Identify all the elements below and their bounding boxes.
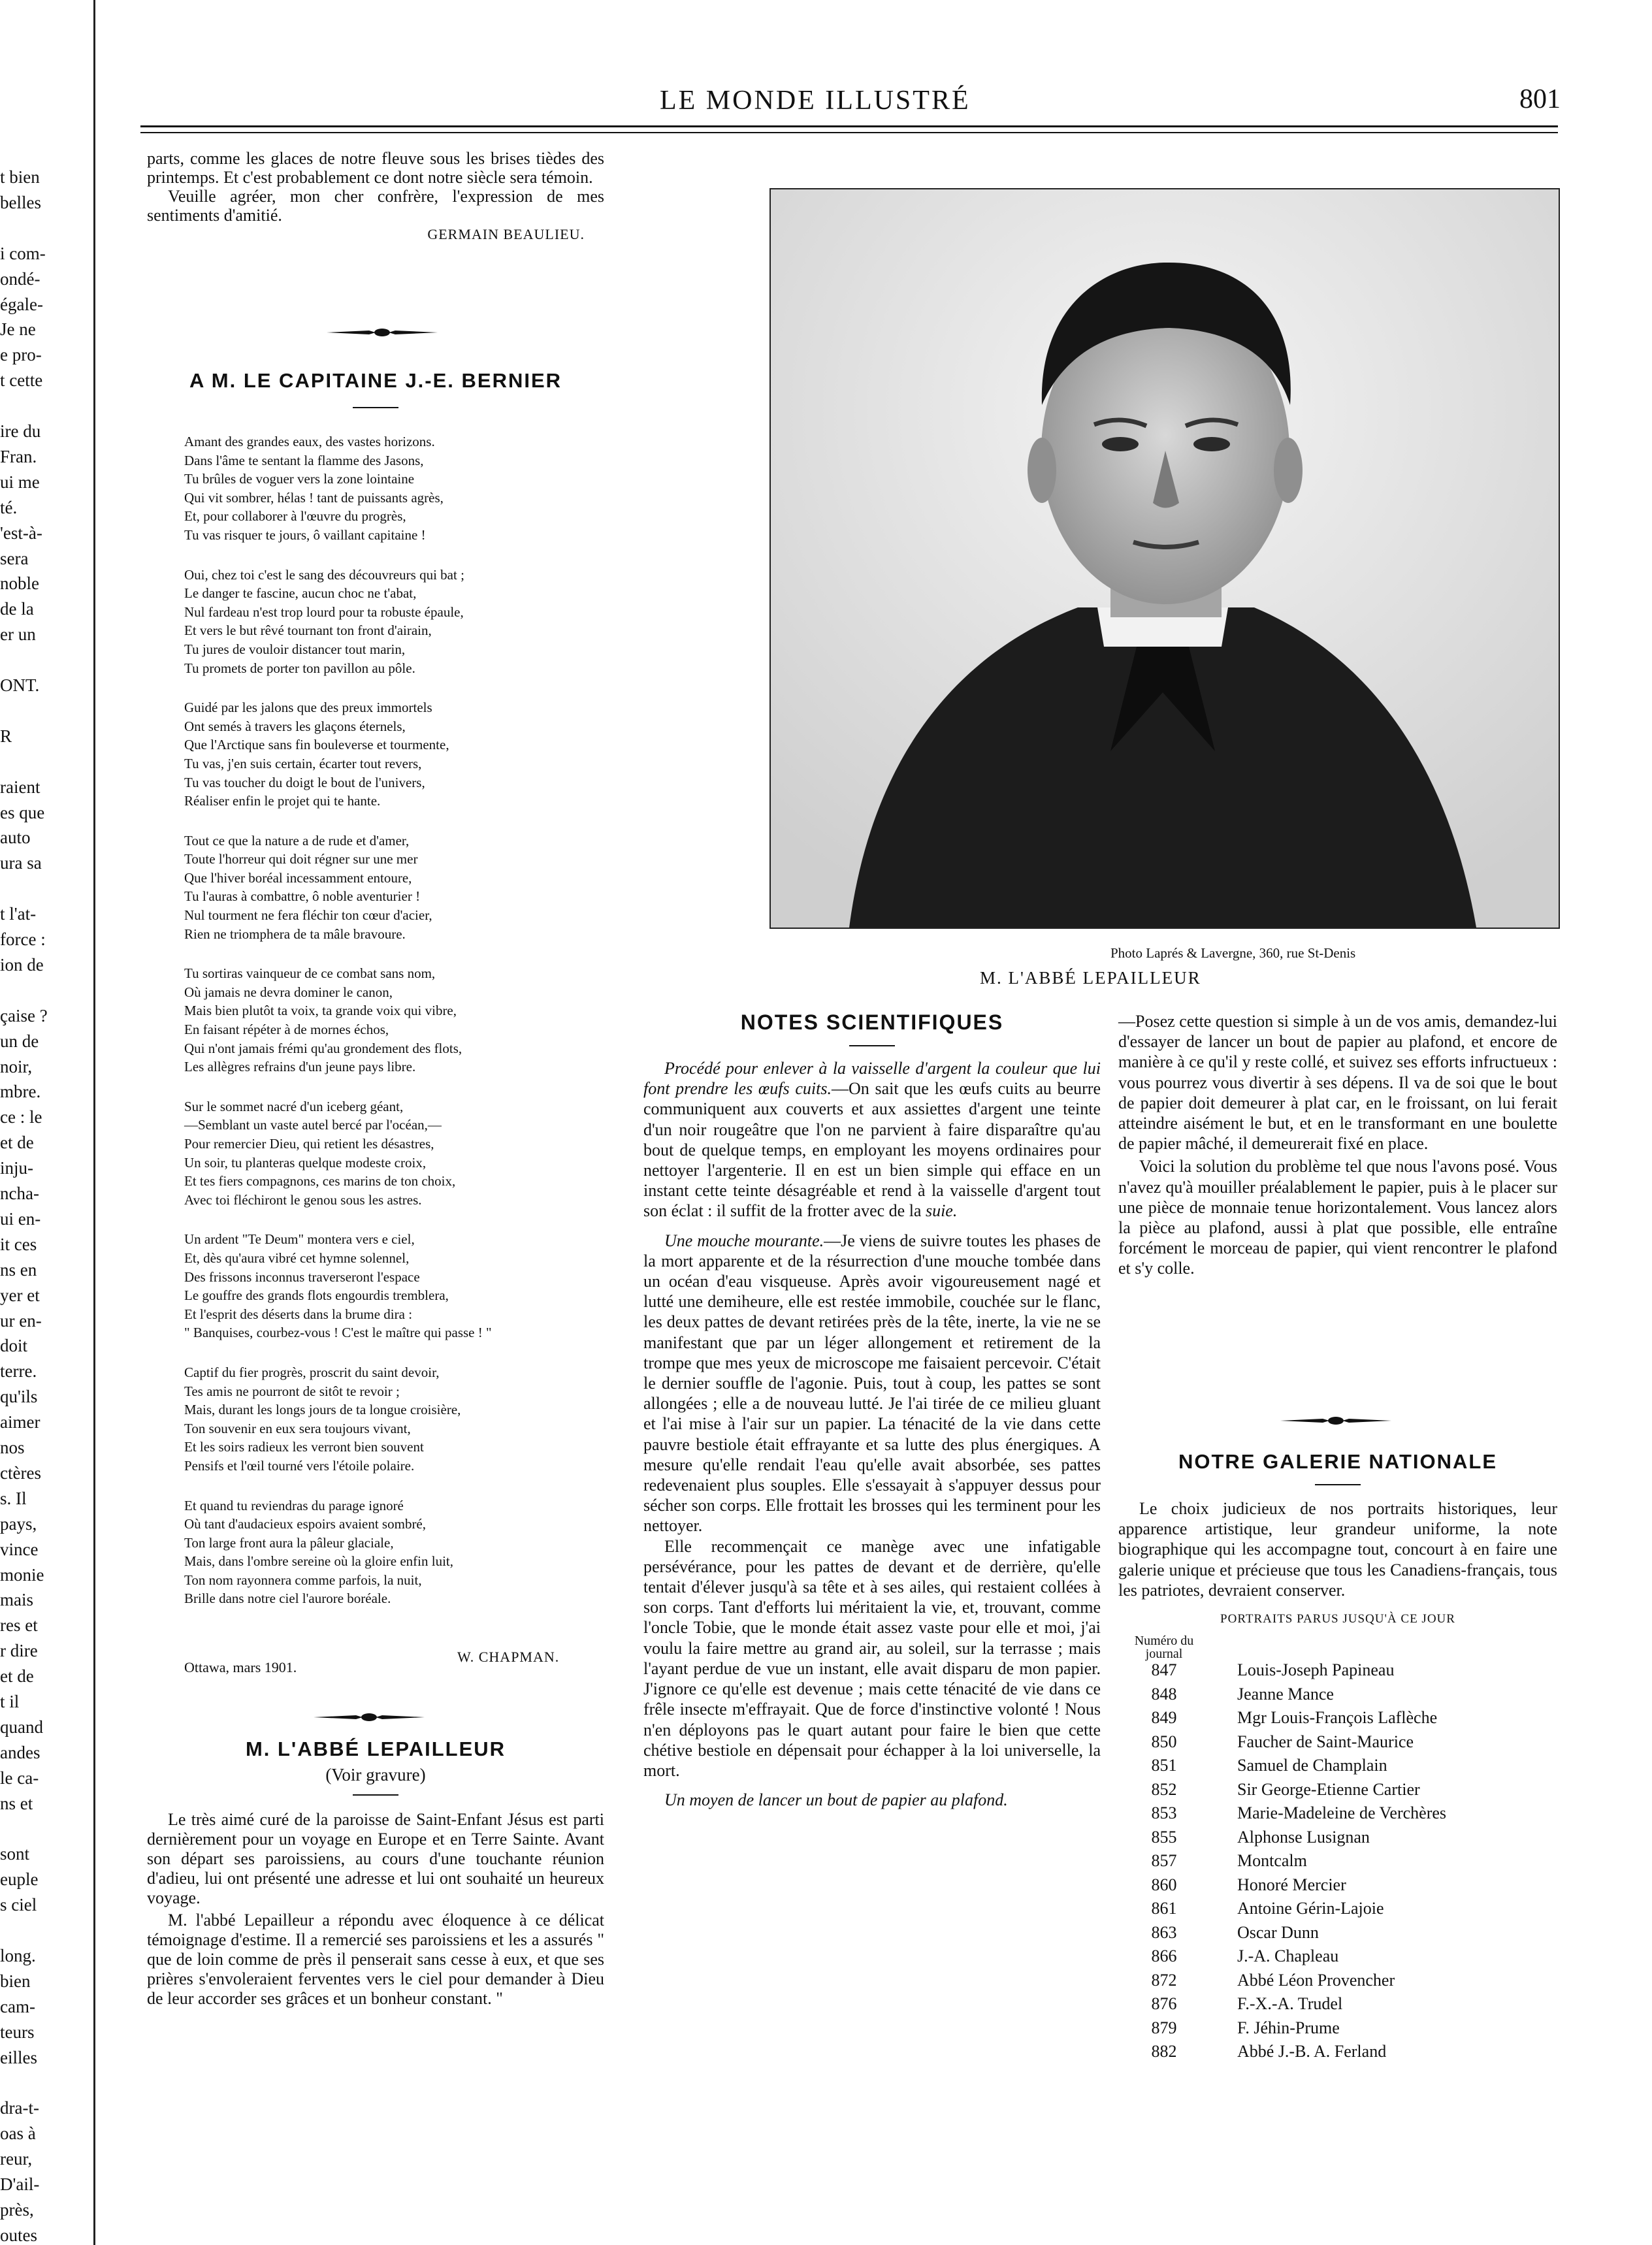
margin-fragment: monie — [0, 1564, 44, 1585]
intro-letter — [147, 149, 604, 243]
galerie-number: 882 — [1151, 2042, 1177, 2061]
margin-fragment: t il — [0, 1692, 20, 1711]
galerie-row — [1118, 1899, 1446, 1923]
poem-line: Pensifs et l'œil tourné vers l'étoile polaire. — [184, 1457, 415, 1474]
notes-p5: Voici la solution du problème tel que nous l'avons posé. Vous n'avez qu'à mouiller préalablement le papier, puis à le placer sur une pièce de monnaie tenue horizontalement. Vous lancez alors la pièce au plafond, aussi à plat que possible, elle entraîne forcément le morceau de papier, qui vient rencontrer le plafond et s'y colle. — [1118, 1157, 1557, 1278]
poem-line: Et l'esprit des déserts dans la brume dira : — [184, 1306, 413, 1322]
poem-line: Et quand tu reviendras du parage ignoré — [184, 1497, 404, 1513]
margin-fragment: R — [0, 726, 12, 746]
margin-fragment: cam- — [0, 1996, 35, 2016]
galerie-name: F. Jéhin-Prume — [1237, 2018, 1340, 2037]
galerie-number: 872 — [1151, 1970, 1177, 1990]
margin-fragment: 'est-à- — [0, 523, 42, 543]
galerie-list-heading: PORTRAITS PARUS JUSQU'À CE JOUR — [1220, 1612, 1455, 1626]
margin-fragment: eilles — [0, 2047, 37, 2067]
margin-fragment: ui me — [0, 472, 40, 492]
poem-line: Nul tourment ne fera fléchir ton cœur d'acier, — [184, 907, 432, 924]
galerie-row — [1118, 1946, 1446, 1971]
galerie-number: 853 — [1151, 1803, 1177, 1823]
margin-fragment: et de — [0, 1133, 34, 1153]
margin-fragment: ns en — [0, 1259, 37, 1280]
poem-line: Brille dans notre ciel l'aurore boréale. — [184, 1591, 391, 1607]
galerie-name: F.-X.-A. Trudel — [1237, 1994, 1343, 2014]
margin-fragment: doit — [0, 1336, 28, 1356]
galerie-row — [1118, 1923, 1446, 1947]
margin-fragment: égale- — [0, 294, 43, 314]
margin-fragment: bien — [0, 1971, 31, 1991]
margin-fragment: D'ail- — [0, 2174, 40, 2195]
galerie-title: NOTRE GALERIE NATIONALE — [1178, 1450, 1498, 1473]
poem-line: —Semblant un vaste autel bercé par l'océan,— — [184, 1117, 442, 1133]
margin-fragment: inju- — [0, 1158, 33, 1178]
galerie-section — [1118, 1450, 1557, 2066]
lepailleur-p2: M. l'abbé Lepailleur a répondu avec éloquence à ce délicat témoignage d'estime. Il a remercié ses paroissiens et les a assurés " que de loin comme de près il penserait sans cesse à eux, et que ses prières s'envoleraient ferventes vers le ciel pour demander à Dieu de leur accorder ses grâces et un bonheur constant. " — [147, 1911, 604, 2008]
lepailleur-article — [147, 1737, 604, 2009]
photo-credit: Photo Laprés & Lavergne, 360, rue St-Denis — [1110, 945, 1356, 961]
margin-fragment: sera — [0, 548, 29, 568]
lepailleur-subtitle: (Voir gravure) — [325, 1765, 426, 1785]
margin-fragment: sont — [0, 1844, 30, 1864]
margin-fragment: quand — [0, 1717, 43, 1737]
margin-fragment: auto — [0, 828, 31, 848]
title-bar — [353, 407, 398, 408]
poem-line: Captif du fier progrès, proscrit du saint devoir, — [184, 1364, 440, 1380]
galerie-name: Louis-Joseph Papineau — [1237, 1660, 1395, 1680]
margin-fragment: ns et — [0, 1793, 33, 1813]
poem-title: A M. LE CAPITAINE J.-E. BERNIER — [189, 369, 562, 392]
margin-fragment: Je ne — [0, 319, 36, 340]
margin-fragment: terre. — [0, 1361, 37, 1381]
poem-line: Tes amis ne pourront de sitôt te revoir ; — [184, 1383, 400, 1399]
margin-fragment: t cette — [0, 370, 43, 391]
galerie-name: Samuel de Champlain — [1237, 1756, 1387, 1775]
poem-line: Que l'hiver boréal incessamment entoure, — [184, 869, 412, 886]
poem-line: Que l'Arctique sans fin bouleverse et tourmente, — [184, 737, 449, 753]
margin-fragment: e pro- — [0, 345, 42, 365]
galerie-row — [1118, 1971, 1446, 1995]
galerie-number: 876 — [1151, 1994, 1177, 2014]
margin-fragment: i com- — [0, 243, 46, 263]
margin-fragment: près, — [0, 2200, 34, 2220]
galerie-name: Sir George-Etienne Cartier — [1237, 1779, 1420, 1799]
margin-fragment: pays, — [0, 1513, 37, 1534]
galerie-number: 866 — [1151, 1946, 1177, 1966]
poem-line: Tout ce que la nature a de rude et d'amer, — [184, 832, 410, 848]
galerie-name: Antoine Gérin-Lajoie — [1237, 1899, 1384, 1918]
letter-signature: GERMAIN BEAULIEU. — [427, 226, 585, 242]
poem-line: Oui, chez toi c'est le sang des découvreurs qui bat ; — [184, 566, 464, 583]
poem-line: Guidé par les jalons que des preux immortels — [184, 700, 432, 716]
margin-fragment: outes — [0, 2225, 37, 2245]
portrait-photo — [769, 188, 1560, 929]
galerie-number: 850 — [1151, 1732, 1177, 1751]
poem-stanza — [184, 698, 609, 811]
poem-line: Qui n'ont jamais frémi qu'au grondement des flots, — [184, 1040, 462, 1056]
margin-fragment: le ca- — [0, 1768, 39, 1788]
margin-fragment: vince — [0, 1539, 39, 1559]
letter-text: parts, comme les glaces de notre fleuve sous les brises tièdes des printemps. Et c'est probablement ce dont notre siècle sera témoin. — [147, 149, 604, 187]
poem-line: Et, dès qu'aura vibré cet hymne solennel, — [184, 1250, 410, 1266]
margin-fragment: de la — [0, 599, 34, 619]
notes-p3: Elle recommençait ce manège avec une infatigable persévérance, pour les pattes de devant et de derrière, qu'elle tentait d'élever jusqu'à sa tête et à ses ailes, qui restaient collées à son corps. Tant d'efforts lui méritaient la vie, et, trouvant, comme l'oncle Tobie, que le monde était assez vaste pour elle et moi, j'ai voulu la faire mettre au grand air, au soleil, sur la terrasse ; mais l'ayant perdue de vue un instant, elle avait disparu de mon papier. J'ignore ce qu'elle est devenue ; mais cette ténacité de vie dans ce frêle insecte m'effrayait. Que de force d'instinctive volonté ! Nous n'en déployons pas le quart autant pour faire le bien que cette chétive bestiole en dépensait pour échapper à la loi universelle, la mort. — [643, 1536, 1101, 1780]
galerie-bar — [1315, 1484, 1361, 1485]
poem-line: Un soir, tu planteras quelque modeste croix, — [184, 1154, 427, 1171]
galerie-number: 855 — [1151, 1827, 1177, 1847]
galerie-table — [1118, 1660, 1446, 2066]
margin-fragment: mais — [0, 1590, 33, 1610]
galerie-row — [1118, 1660, 1446, 1685]
poem-line: Un ardent "Te Deum" montera vers e ciel, — [184, 1231, 415, 1248]
poem-line: Ton nom rayonnera comme parfois, la nuit, — [184, 1572, 422, 1588]
margin-fragment: un de — [0, 1031, 39, 1051]
margin-fragment: oas à — [0, 2124, 36, 2144]
galerie-number: 848 — [1151, 1684, 1177, 1704]
lepailleur-p1: Le très aimé curé de la paroisse de Saint-Enfant Jésus est parti dernièrement pour un voyage en Europe et en Terre Sainte. Avant son départ ses paroissiens, au cours d'une touchante réunion d'adieu, lui ont présenté une adresse et lui ont souhaité un heureux voyage. — [147, 1810, 604, 1907]
margin-fragment: es que — [0, 802, 45, 822]
galerie-number: 849 — [1151, 1708, 1177, 1728]
margin-fragment: it ces — [0, 1234, 37, 1254]
galerie-name: Honoré Mercier — [1237, 1875, 1346, 1894]
poem-stanza — [184, 1363, 609, 1476]
margin-fragment: euple — [0, 1869, 39, 1890]
galerie-row — [1118, 1875, 1446, 1899]
poem-line: Tu brûles de voguer vers la zone lointaine — [184, 471, 415, 487]
galerie-col-header: Numéro du journal — [1134, 1634, 1194, 1662]
ornament-divider-2 — [314, 1711, 425, 1726]
letter-closing: Veuille agréer, mon cher confrère, l'expression de mes sentiments d'amitié. — [147, 187, 604, 225]
notes-continued — [1118, 1011, 1557, 1279]
margin-fragment: ondé- — [0, 268, 40, 289]
poem-stanza — [184, 964, 609, 1076]
poem-line: Mais bien plutôt ta voix, ta grande voix qui vibre, — [184, 1003, 457, 1019]
galerie-number: 852 — [1151, 1779, 1177, 1799]
notes-title: NOTES SCIENTIFIQUES — [740, 1010, 1004, 1034]
poem-line: Sur le sommet nacré d'un iceberg géant, — [184, 1098, 404, 1114]
header-rule-thin — [140, 132, 1558, 133]
margin-fragment: nos — [0, 1438, 25, 1457]
galerie-name: Oscar Dunn — [1237, 1922, 1319, 1942]
ornament-divider — [327, 327, 438, 342]
margin-fragment: teurs — [0, 2022, 35, 2042]
poem-line: Les allègres refrains d'un jeune pays libre. — [184, 1059, 416, 1075]
galerie-row — [1118, 1756, 1446, 1780]
galerie-name: Alphonse Lusignan — [1237, 1827, 1370, 1847]
margin-fragment: ce : le — [0, 1107, 42, 1127]
galerie-number: 863 — [1151, 1922, 1177, 1942]
margin-fragment: ui en- — [0, 1208, 41, 1229]
margin-fragment: yer et — [0, 1285, 40, 1305]
poem-stanza — [184, 1496, 609, 1609]
margin-fragment: mbre. — [0, 1082, 41, 1102]
galerie-row — [1118, 1851, 1446, 1875]
poem-line: Mais, durant les longs jours de ta longue croisière, — [184, 1402, 461, 1418]
notes-bar — [849, 1045, 895, 1046]
poem-line: Et tes fiers compagnons, ces marins de ton choix, — [184, 1173, 456, 1189]
margin-fragment: t l'at- — [0, 904, 37, 924]
poem-line: Et les soirs radieux les verront bien souvent — [184, 1439, 424, 1455]
galerie-row — [1118, 2042, 1446, 2066]
margin-fragment: noble — [0, 573, 39, 594]
poem-line: Mais, dans l'ombre sereine où la gloire enfin luit, — [184, 1553, 454, 1570]
galerie-name: Marie-Madeleine de Verchères — [1237, 1803, 1447, 1823]
poem-line: Tu jures de vouloir distancer tout marin, — [184, 641, 406, 657]
galerie-intro: Le choix judicieux de nos portraits historiques, leur apparence artistique, leur grandeur uniforme, la note biographique qui les accompagne tout, concourt à en faire une galerie unique et précieuse que tous les Canadiens-français, tous les patriotes, devraient conserver. — [1118, 1499, 1557, 1600]
margin-fragment: qu'ils — [0, 1387, 38, 1407]
margin-fragment: dra-t- — [0, 2098, 39, 2118]
poem-line: Qui vit sombrer, hélas ! tant de puissants agrès, — [184, 489, 444, 506]
galerie-name: Faucher de Saint-Maurice — [1237, 1732, 1414, 1751]
galerie-name: Jeanne Mance — [1237, 1684, 1334, 1704]
galerie-row — [1118, 1732, 1446, 1756]
galerie-name: Montcalm — [1237, 1851, 1307, 1871]
margin-fragment: ctères — [0, 1462, 41, 1483]
poem-line: Le gouffre des grands flots engourdis tremblera, — [184, 1287, 449, 1304]
poem-section — [147, 369, 604, 408]
margin-fragment: çaise ? — [0, 1005, 48, 1026]
notes-p4-heading: Un moyen de lancer un bout de papier au plafond. — [664, 1790, 1008, 1810]
galerie-number: 861 — [1151, 1899, 1177, 1918]
poem-stanza — [184, 1097, 609, 1210]
poem-line: Toute l'horreur qui doit régner sur une mer — [184, 851, 418, 867]
facing-page-edge — [0, 0, 78, 2245]
margin-fragment: andes — [0, 1742, 40, 1762]
galerie-name: J.-A. Chapleau — [1237, 1946, 1339, 1966]
poem-line: Réaliser enfin le projet qui te hante. — [184, 793, 381, 809]
margin-fragment: té. — [0, 497, 18, 517]
poem-line: Dans l'âme te sentant la flamme des Jasons, — [184, 452, 424, 468]
page-number: 801 — [1519, 84, 1561, 114]
poem-stanza — [184, 1230, 609, 1342]
poem-line: Ont semés à travers les glaçons éternels, — [184, 718, 406, 734]
poem-line: Avec toi fléchiront le genou sous les astres. — [184, 1191, 422, 1208]
galerie-number: 879 — [1151, 2018, 1177, 2037]
margin-fragment: t bien — [0, 167, 40, 187]
galerie-row — [1118, 1828, 1446, 1852]
poem-line: En faisant répéter à de mornes échos, — [184, 1022, 389, 1038]
galerie-row — [1118, 1994, 1446, 2018]
poem-line: " Banquises, courbez-vous ! C'est le maître qui passe ! " — [184, 1325, 492, 1341]
poem-stanza — [184, 832, 609, 944]
galerie-row — [1118, 1780, 1446, 1804]
margin-fragment: er un — [0, 624, 36, 645]
margin-fragment: s. Il — [0, 1488, 27, 1508]
notes-p2: Une mouche mourante.—Je viens de suivre toutes les phases de la mort apparente et de la résurrection d'une mouche tombée dans un océan d'eau visqueuse. Après avoir vigoureusement nagé et lutté une demiheure, elle est restée immobile, couchée sur le flanc, les deux pattes de devant retirées près de la tête, inerte, la vie ne se manifestant que par un léger allongement et retirement de la trompe que mes yeux de microscope me faisaient percevoir. C'était le dernier souffle de l'agonie. Puis, tout à coup, les pattes se sont allongées ; elle a de nouveau lutté. Je l'ai tirée de ce milieu gluant et l'ai mise à l'air sur un papier. La ténacité de la vie dans cette pauvre bestiole était effrayante et sa lutte des plus énergiques. A mesure qu'elle rendait l'eau qu'elle avait absorbée, ses pattes redevenaient plus souples. Elle s'essayait à s'appuyer dessus pour sécher son corps. Elle frottait les brosses qui les terminent pour les nettoyer. — [643, 1231, 1101, 1536]
galerie-number: 851 — [1151, 1756, 1177, 1775]
poem-body — [184, 432, 609, 1608]
galerie-number: 857 — [1151, 1851, 1177, 1871]
galerie-number: 847 — [1151, 1660, 1177, 1680]
poem-line: Tu vas toucher du doigt le bout de l'univers, — [184, 774, 425, 790]
poem-line: Tu l'auras à combattre, ô noble aventurier ! — [184, 888, 421, 905]
margin-fragment: reur, — [0, 2149, 33, 2169]
running-head: LE MONDE ILLUSTRÉ — [660, 86, 971, 116]
galerie-row — [1118, 1708, 1446, 1732]
poem-line: Amant des grandes eaux, des vastes horizons. — [184, 434, 435, 449]
margin-fragment: r dire — [0, 1641, 38, 1661]
margin-fragment: ura sa — [0, 853, 42, 873]
margin-fragment: raient — [0, 777, 40, 797]
galerie-row — [1118, 1803, 1446, 1828]
ornament-divider-3 — [1280, 1415, 1391, 1430]
poem-line: Et vers le but rêvé tournant ton front d'airain, — [184, 622, 432, 639]
poem-line: Tu vas risquer te jours, ô vaillant capitaine ! — [184, 526, 426, 543]
photo-caption: M. L'ABBÉ LEPAILLEUR — [980, 968, 1201, 988]
poem-stanza — [184, 432, 609, 545]
margin-fragment: et de — [0, 1666, 34, 1687]
header-rule — [140, 125, 1558, 127]
poem-line: Le danger te fascine, aucun choc ne t'abat, — [184, 585, 417, 602]
margin-fragment: Fran. — [0, 446, 37, 466]
poem-line: Ton large front aura la pâleur glaciale, — [184, 1534, 394, 1551]
poem-line: Tu vas, j'en suis certain, écarter tout revers, — [184, 755, 422, 771]
gutter-line — [93, 0, 95, 2245]
galerie-row — [1118, 1685, 1446, 1709]
poem-line: Nul fardeau n'est trop lourd pour ta robuste épaule, — [184, 604, 464, 620]
poem-line: Tu promets de porter ton pavillon au pôle. — [184, 660, 415, 676]
notes-section — [643, 1010, 1101, 1810]
margin-fragment: res et — [0, 1615, 38, 1636]
poem-line: Tu sortiras vainqueur de ce combat sans nom, — [184, 965, 436, 982]
poem-line: Ton souvenir en eux sera toujours vivant, — [184, 1420, 411, 1436]
margin-fragment: noir, — [0, 1056, 33, 1076]
notes-p1: Procédé pour enlever à la vaisselle d'argent la couleur que lui font prendre les œufs cuits.—On sait que les œufs cuits au beurre communiquent aux couverts et aux assiettes d'argent une teinte d'un noir rougeâtre que l'on ne parvient à faire disparaître qu'au bout de quelque temps, en employant les moyens ordinaires pour nettoyer l'argenterie. Il en est un bien simple qui efface en un instant cette teinte désagréable et rend à la vaisselle d'argent tout son éclat : il suffit de la frotter avec de la suie. — [643, 1059, 1101, 1221]
poem-line: Pour remercier Dieu, qui retient les désastres, — [184, 1136, 434, 1152]
lepailleur-bar — [353, 1794, 398, 1796]
poem-author: W. CHAPMAN. — [457, 1649, 560, 1665]
poem-line: Rien ne triomphera de ta mâle bravoure. — [184, 926, 406, 942]
margin-fragment: belles — [0, 192, 41, 212]
margin-fragment: long. — [0, 1946, 36, 1965]
lepailleur-title: M. L'ABBÉ LEPAILLEUR — [245, 1737, 506, 1760]
notes-p4: —Posez cette question si simple à un de vos amis, demandez-lui d'essayer de lancer un bout de papier au plafond, et encore de manière à ce qu'il y reste collé, et suivez ses efforts infructueux : vous pourrez vous divertir à ses dépens. Il va de soi que le bout de papier doit demeurer à plat car, en le froissant, on lui ferait atteindre aisément le but, et en le transformant en une boulette de papier mâché, il demeurerait fixé en place. — [1118, 1012, 1558, 1154]
galerie-name: Abbé J.-B. A. Ferland — [1237, 2042, 1387, 2061]
margin-fragment: ur en- — [0, 1310, 42, 1331]
poem-line: Où jamais ne devra dominer le canon, — [184, 984, 393, 1000]
galerie-row — [1118, 2018, 1446, 2043]
poem-place-date: Ottawa, mars 1901. — [184, 1659, 297, 1675]
margin-fragment: ONT. — [0, 675, 40, 695]
poem-line: Des frissons inconnus traverseront l'espace — [184, 1268, 420, 1285]
margin-fragment: force : — [0, 929, 46, 949]
poem-line: Et, pour collaborer à l'œuvre du progrès, — [184, 508, 406, 525]
galerie-name: Mgr Louis-François Laflèche — [1237, 1708, 1438, 1728]
margin-fragment: ire du — [0, 421, 41, 441]
margin-fragment: ncha- — [0, 1184, 39, 1203]
poem-line: Où tant d'audacieux espoirs avaient sombré, — [184, 1516, 427, 1532]
galerie-number: 860 — [1151, 1875, 1177, 1894]
margin-fragment: aimer — [0, 1412, 40, 1432]
poem-stanza — [184, 566, 609, 678]
margin-fragment: s ciel — [0, 1895, 37, 1915]
galerie-name: Abbé Léon Provencher — [1237, 1970, 1395, 1990]
margin-fragment: ion de — [0, 954, 44, 975]
